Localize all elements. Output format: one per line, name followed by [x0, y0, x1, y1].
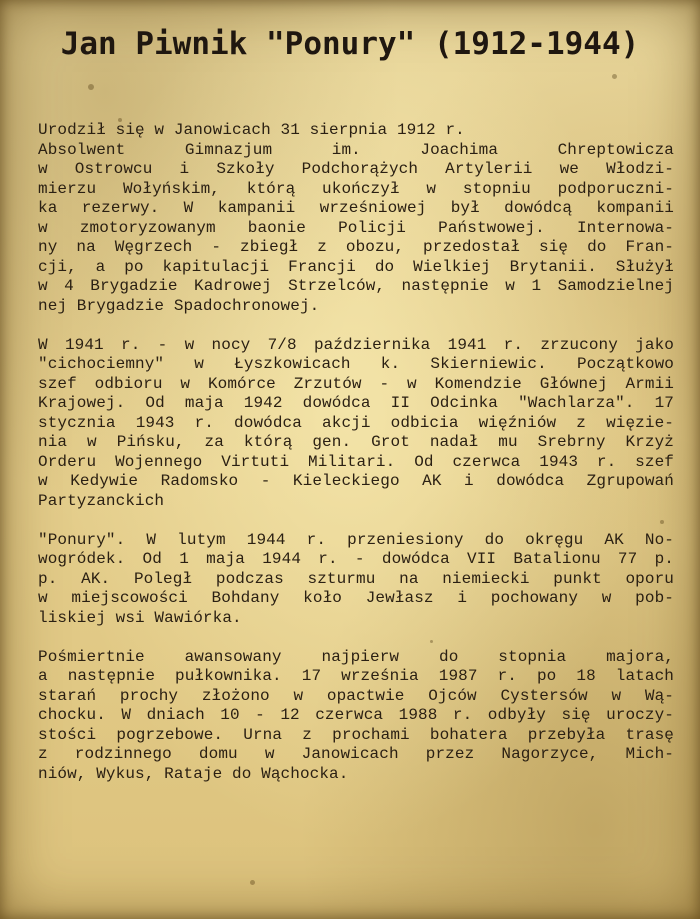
text-line: ka rezerwy. W kampanii wrześniowej był dowódcą kompanii: [38, 199, 674, 217]
text-line: w Ostrowcu i Szkoły Podchorążych Artylerii we Włodzi-: [38, 160, 674, 178]
text-line: cji, a po kapitulacji Francji do Wielkiej Brytanii. Służył: [38, 257, 674, 276]
text-line: Orderu Wojennego Virtuti Militari. Od czerwca 1943 r. szef: [38, 452, 674, 471]
text-line: Partyzanckich: [38, 491, 165, 510]
text-line: w miejscowości Bohdany koło Jewłasz i pochowany w pob-: [38, 589, 674, 607]
text-line: wogródek. Od 1 maja 1944 r. - dowódca VII Batalionu 77 p.: [38, 550, 674, 568]
stain-speck: [612, 74, 617, 79]
text-line: z rodzinnego domu w Janowicach przez Nagorzyce, Mich-: [38, 745, 674, 763]
text-line: p. AK. Poległ podczas szturmu na niemiecki punkt oporu: [38, 569, 674, 588]
text-line: w Kedywie Radomsko - Kieleckiego AK i dowódca Zgrupowań: [38, 472, 674, 490]
page-title: Jan Piwnik "Ponury" (1912-1944): [60, 26, 640, 62]
text-line: nej Brygadzie Spadochronowej.: [38, 296, 320, 315]
text-line: mierzu Wołyńskim, którą ukończył w stopniu podporuczni-: [38, 179, 674, 198]
text-line: Pośmiertnie awansowany najpierw do stopnia majora,: [38, 647, 674, 666]
text-line: W 1941 r. - w nocy 7/8 października 1941 r. zrzucony jako: [38, 335, 674, 354]
paragraph-2: [38, 336, 674, 512]
text-line: w 4 Brygadzie Kadrowej Strzelców, następnie w 1 Samodzielnej: [38, 277, 674, 295]
text-line: "Ponury". W lutym 1944 r. przeniesiony do okręgu AK No-: [38, 530, 674, 549]
text-line: Absolwent Gimnazjum im. Joachima Chreptowicza: [38, 140, 674, 159]
text-line: a następnie pułkownika. 17 września 1987 r. po 18 latach: [38, 667, 674, 685]
text-line: w zmotoryzowanym baonie Policji Państwowej. Internowa-: [38, 218, 674, 237]
text-line: chocku. W dniach 10 - 12 czerwca 1988 r. odbyły się uroczy-: [38, 706, 674, 724]
text-line: stości pogrzebowe. Urna z prochami bohatera przebyła trasę: [38, 725, 674, 744]
text-line: niów, Wykus, Rataje do Wąchocka.: [38, 764, 349, 783]
text-line: ny na Węgrzech - zbiegł z obozu, przedostał się do Fran-: [38, 238, 674, 256]
text-line: "cichociemny" w Łyszkowicach k. Skierniewic. Początkowo: [38, 355, 674, 373]
stain-speck: [88, 84, 94, 90]
text-line: szef odbioru w Komórce Zrzutów - w Komendzie Głównej Armii: [38, 374, 674, 393]
text-line: stycznia 1943 r. dowódca akcji odbicia więźniów z więzie-: [38, 413, 674, 432]
text-line: liskiej wsi Wawiórka.: [38, 608, 242, 627]
text-line: starań prochy złożono w opactwie Ojców Cystersów w Wą-: [38, 686, 674, 705]
text-line: Urodził się w Janowicach 31 sierpnia 1912 r.: [38, 121, 465, 139]
stain-speck: [250, 880, 255, 885]
paragraph-4: [38, 648, 674, 785]
text-line: Krajowej. Od maja 1942 dowódca II Odcinka "Wachlarza". 17: [38, 394, 674, 412]
paragraph-1: [38, 121, 674, 316]
biography-text: [38, 121, 674, 804]
text-line: nia w Pińsku, za którą gen. Grot nadał mu Srebrny Krzyż: [38, 433, 674, 451]
paragraph-3: [38, 531, 674, 629]
